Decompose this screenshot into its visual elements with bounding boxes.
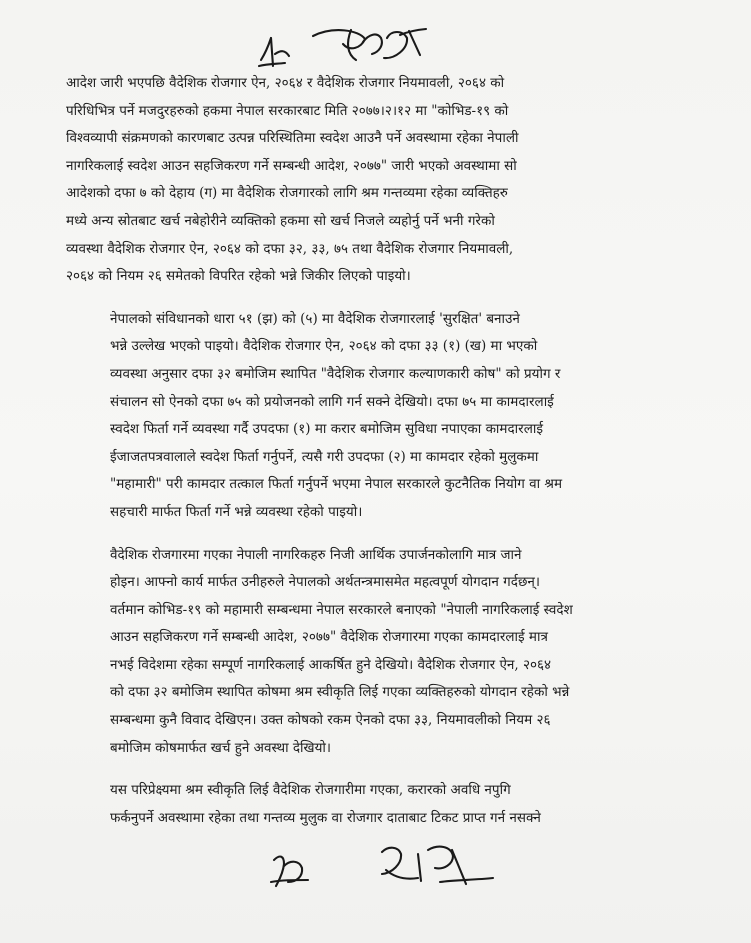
text-line: वैदेशिक रोजगारमा गएका नेपाली नागरिकहरु निजी आर्थिक उपार्जनकोलागि मात्र जाने: [110, 546, 522, 563]
text-line: स्वदेश फिर्ता गर्ने व्यवस्था गर्दै उपदफा (१) मा करार बमोजिम सुविधा नपाएका कामदारलाई: [110, 421, 543, 438]
text-line: २०६४ को नियम २६ समेतको विपरित रहेको भन्ने जिकीर लिएको पाइयो।: [66, 268, 411, 285]
paragraph-1: [66, 70, 678, 291]
text-line: होइन। आफ्नो कार्य मार्फत उनीहरुले नेपालको अर्थतन्त्रमासमेत महत्वपूर्ण योगदान गर्दछन्।: [110, 574, 541, 591]
text-line: संचालन सो ऐनको दफा ७५ को प्रयोजनको लागि गर्न सक्ने देखियो। दफा ७५ मा कामदारलाई: [110, 393, 554, 410]
text-line: भन्ने उल्लेख भएको पाइयो। वैदेशिक रोजगार ऐन, २०६४ को दफा ३३ (१) (ख) मा भएको: [110, 338, 538, 355]
text-line: परिधिभित्र पर्ने मजदुरहरुको हकमा नेपाल सरकारबाट मिति २०७७।२।१२ मा "कोभिड-१९ को: [66, 102, 509, 119]
text-line: व्यवस्था वैदेशिक रोजगार ऐन, २०६४ को दफा ३२, ३३, ७५ तथा वैदेशिक रोजगार नियमावली,: [66, 240, 514, 257]
text-line: आदेशको दफा ७ को देहाय (ग) मा वैदेशिक रोजगारको लागि श्रम गन्तव्यमा रहेका व्यक्तिहरु: [66, 185, 508, 202]
text-line: व्यवस्था अनुसार दफा ३२ बमोजिम स्थापित "वैदेशिक रोजगार कल्याणकारी कोष" को प्रयोग र: [110, 365, 561, 382]
text-line: नागरिकलाई स्वदेश आउन सहजिकरण गर्ने सम्बन्धी आदेश, २०७७" जारी भएको अवस्थामा सो: [66, 157, 517, 174]
text-line: यस परिप्रेक्ष्यमा श्रम स्वीकृति लिई वैदेशिक रोजगारीमा गएका, करारको अवधि नपुगि: [110, 782, 511, 799]
paragraph-4: [66, 777, 678, 832]
text-line: आउन सहजिकरण गर्ने सम्बन्धी आदेश, २०७७" वैदेशिक रोजगारमा गएका कामदारलाई मात्र: [110, 629, 548, 646]
text-line: फर्कनुपर्ने अवस्थामा रहेका तथा गन्तव्य मुलुक वा रोजगार दाताबाट टिकट प्राप्त गर्न नसक्ने: [110, 809, 541, 826]
paragraph-2: [66, 306, 678, 527]
text-line: सम्बन्धमा कुनै विवाद देखिएन। उक्त कोषको रकम ऐनको दफा ३३, नियमावलीको नियम २६: [110, 712, 551, 729]
paragraph-3: [66, 542, 678, 763]
document-body: [66, 70, 678, 847]
text-line: वर्तमान कोभिड-१९ को महामारी सम्बन्धमा नेपाल सरकारले बनाएको "नेपाली नागरिकलाई स्वदेश: [110, 601, 573, 618]
text-line: "महामारी" परी कामदार तत्काल फिर्ता गर्नुपर्ने भएमा नेपाल सरकारले कुटनैतिक नियोग वा श्रम: [110, 476, 563, 493]
text-line: नेपालको संविधानको धारा ५१ (झ) को (५) मा वैदेशिक रोजगारलाई 'सुरक्षित' बनाउने: [110, 310, 520, 327]
text-line: आदेश जारी भएपछि वैदेशिक रोजगार ऐन, २०६४ र वैदेशिक रोजगार नियमावली, २०६४ को: [66, 75, 505, 91]
text-line: नभई विदेशमा रहेका सम्पूर्ण नागरिकलाई आकर्षित हुने देखियो। वैदेशिक रोजगार ऐन, २०६४: [110, 656, 552, 673]
text-line: मध्ये अन्य स्रोतबाट खर्च नबेहोरीने व्यक्तिको हकमा सो खर्च निजले व्यहोर्नु पर्ने भनी गरेको: [66, 212, 495, 229]
text-line: बमोजिम कोषमार्फत खर्च हुने अवस्था देखियो।: [110, 739, 332, 756]
text-line: ईजाजतपत्रवालाले स्वदेश फिर्ता गर्नुपर्ने, त्यसै गरी उपदफा (२) मा कामदार रहेको मुलुकमा: [110, 448, 539, 465]
text-line: को दफा ३२ बमोजिम स्थापित कोषमा श्रम स्वीकृति लिई गएका व्यक्तिहरुको योगदान रहेको भन्ने: [110, 684, 570, 701]
text-line: सहचारी मार्फत फिर्ता गर्ने भन्ने व्यवस्था रहेको पाइयो।: [110, 503, 363, 520]
text-line: विश्वव्यापी संक्रमणको कारणबाट उत्पन्न परिस्थितिमा स्वदेश आउनै पर्ने अवस्थामा रहेका नेपाली: [66, 130, 519, 147]
